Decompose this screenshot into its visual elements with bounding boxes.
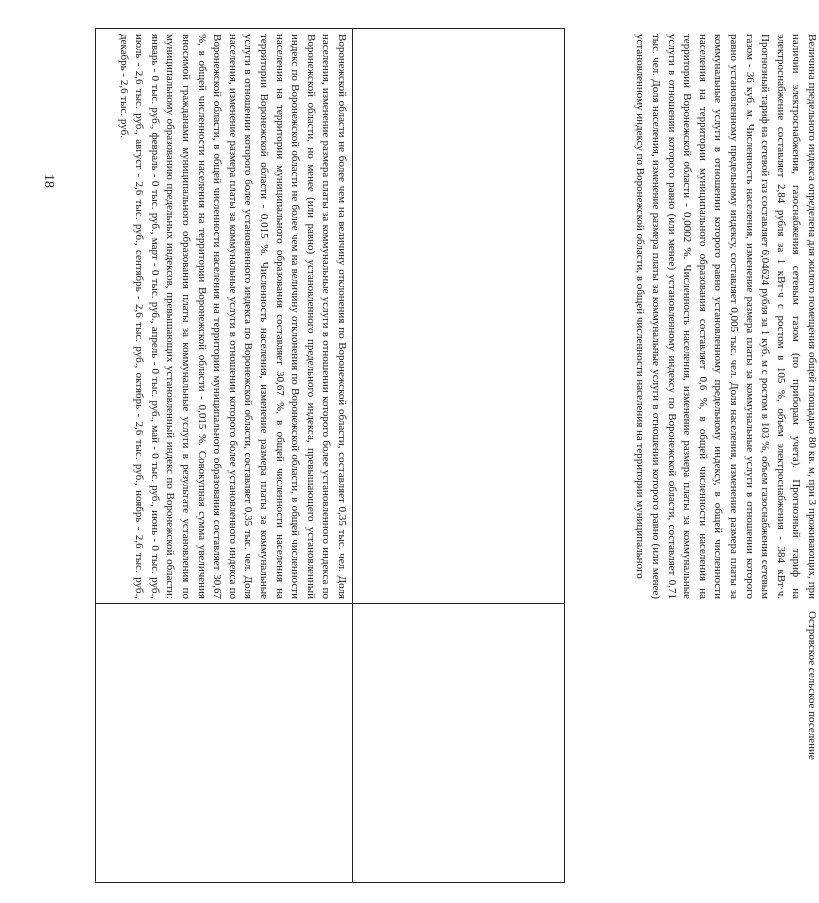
column-divider	[96, 603, 564, 604]
page-number: 18	[41, 174, 56, 188]
data-table	[95, 28, 818, 883]
row2-municipality: Островское сельское поселение	[806, 611, 818, 760]
table-row-2	[353, 29, 818, 882]
table-row-1	[96, 29, 353, 882]
row1-text: Воронежской области не более чем на величину отклонения по Воронежской области, составляет 0,35 тыс. чел. Доля населения, изменение размера платы за коммунальные услуги в отношении которого более установленного индекса по Воронежской области, но менее (или равно) установленного предельного индекса, превышающего установленный индекс по Воронежской области не более чем на величину отклонения по Воронежской области, в общей численности населения на территории муниципального образования составляет 30,67 %, в общей численности населения на территории Воронежской области - 0,015 %. Численность населения, изменение размера платы за коммунальные услуги в отношении которого более установленного индекса по Воронежской области, составляет 0,35 тыс. чел. Доля населения, изменение размера платы за коммунальные услуги в отношении которого более установленного индекса по Воронежской области, в общей численности населения на территории муниципального образования составляет 30,67 %, в общей численности населения на территории Воронежской области - 0,015 %. Совокупная сумма увеличения вносимой гражданами муниципального образования платы за коммунальные услуги в результате установления по муниципальному образованию предельных индексов, превышающих установленный индекс по Воронежской области: январь - 0 тыс. руб., февраль - 0 тыс. руб., март - 0 тыс. руб., апрель - 0 тыс. руб., май - 0 тыс. руб., июнь - 0 тыс. руб., июль - 2,6 тыс. руб., август - 2,6 тыс. руб., сентябрь - 2,6 тыс. руб., октябрь - 2,6 тыс. руб., ноябрь - 2,6 тыс. руб., декабрь - 2,6 тыс. руб.	[117, 34, 348, 599]
row2-text: Величина предельного индекса определена для жилого помещения общей площадью 80 кв. м, при 3 проживающих, при наличии электроснабжения, газоснабжения сетевым газом (по приборам учета). Прогнозный тариф на электроснабжение составляет 2,84 рубля за 1 кВт·ч с ростом в 105 %, объем электроснабжения - 384 кВт·ч. Прогнозный тариф на сетевой газ составляет 6,04624 рубля за 1 куб. м с ростом в 103 %, объем газоснабжения сетевым газом - 36 куб. м. Численность населения, изменение размера платы за коммунальные услуги в отношении которого равно установленному предельному индексу, составляет 0,005 тыс. чел. Доля населения, изменение размера платы за коммунальные услуги в отношении которого равно установленному предельному индексу, в общей численности населения на территории муниципального образования составляет 0,6 %, в общей численности населения на территории Воронежской области - 0,0002 %. Численность населения, изменение размера платы за коммунальные услуги в отношении которого равно (или менее) установленному индексу по Воронежской области, составляет 0,71 тыс. чел. Доля населения, изменение размера платы за коммунальные услуги в отношении которого равно (или менее) установленному индексу по Воронежской области, в общей численности населения на территории муниципального	[634, 34, 818, 599]
